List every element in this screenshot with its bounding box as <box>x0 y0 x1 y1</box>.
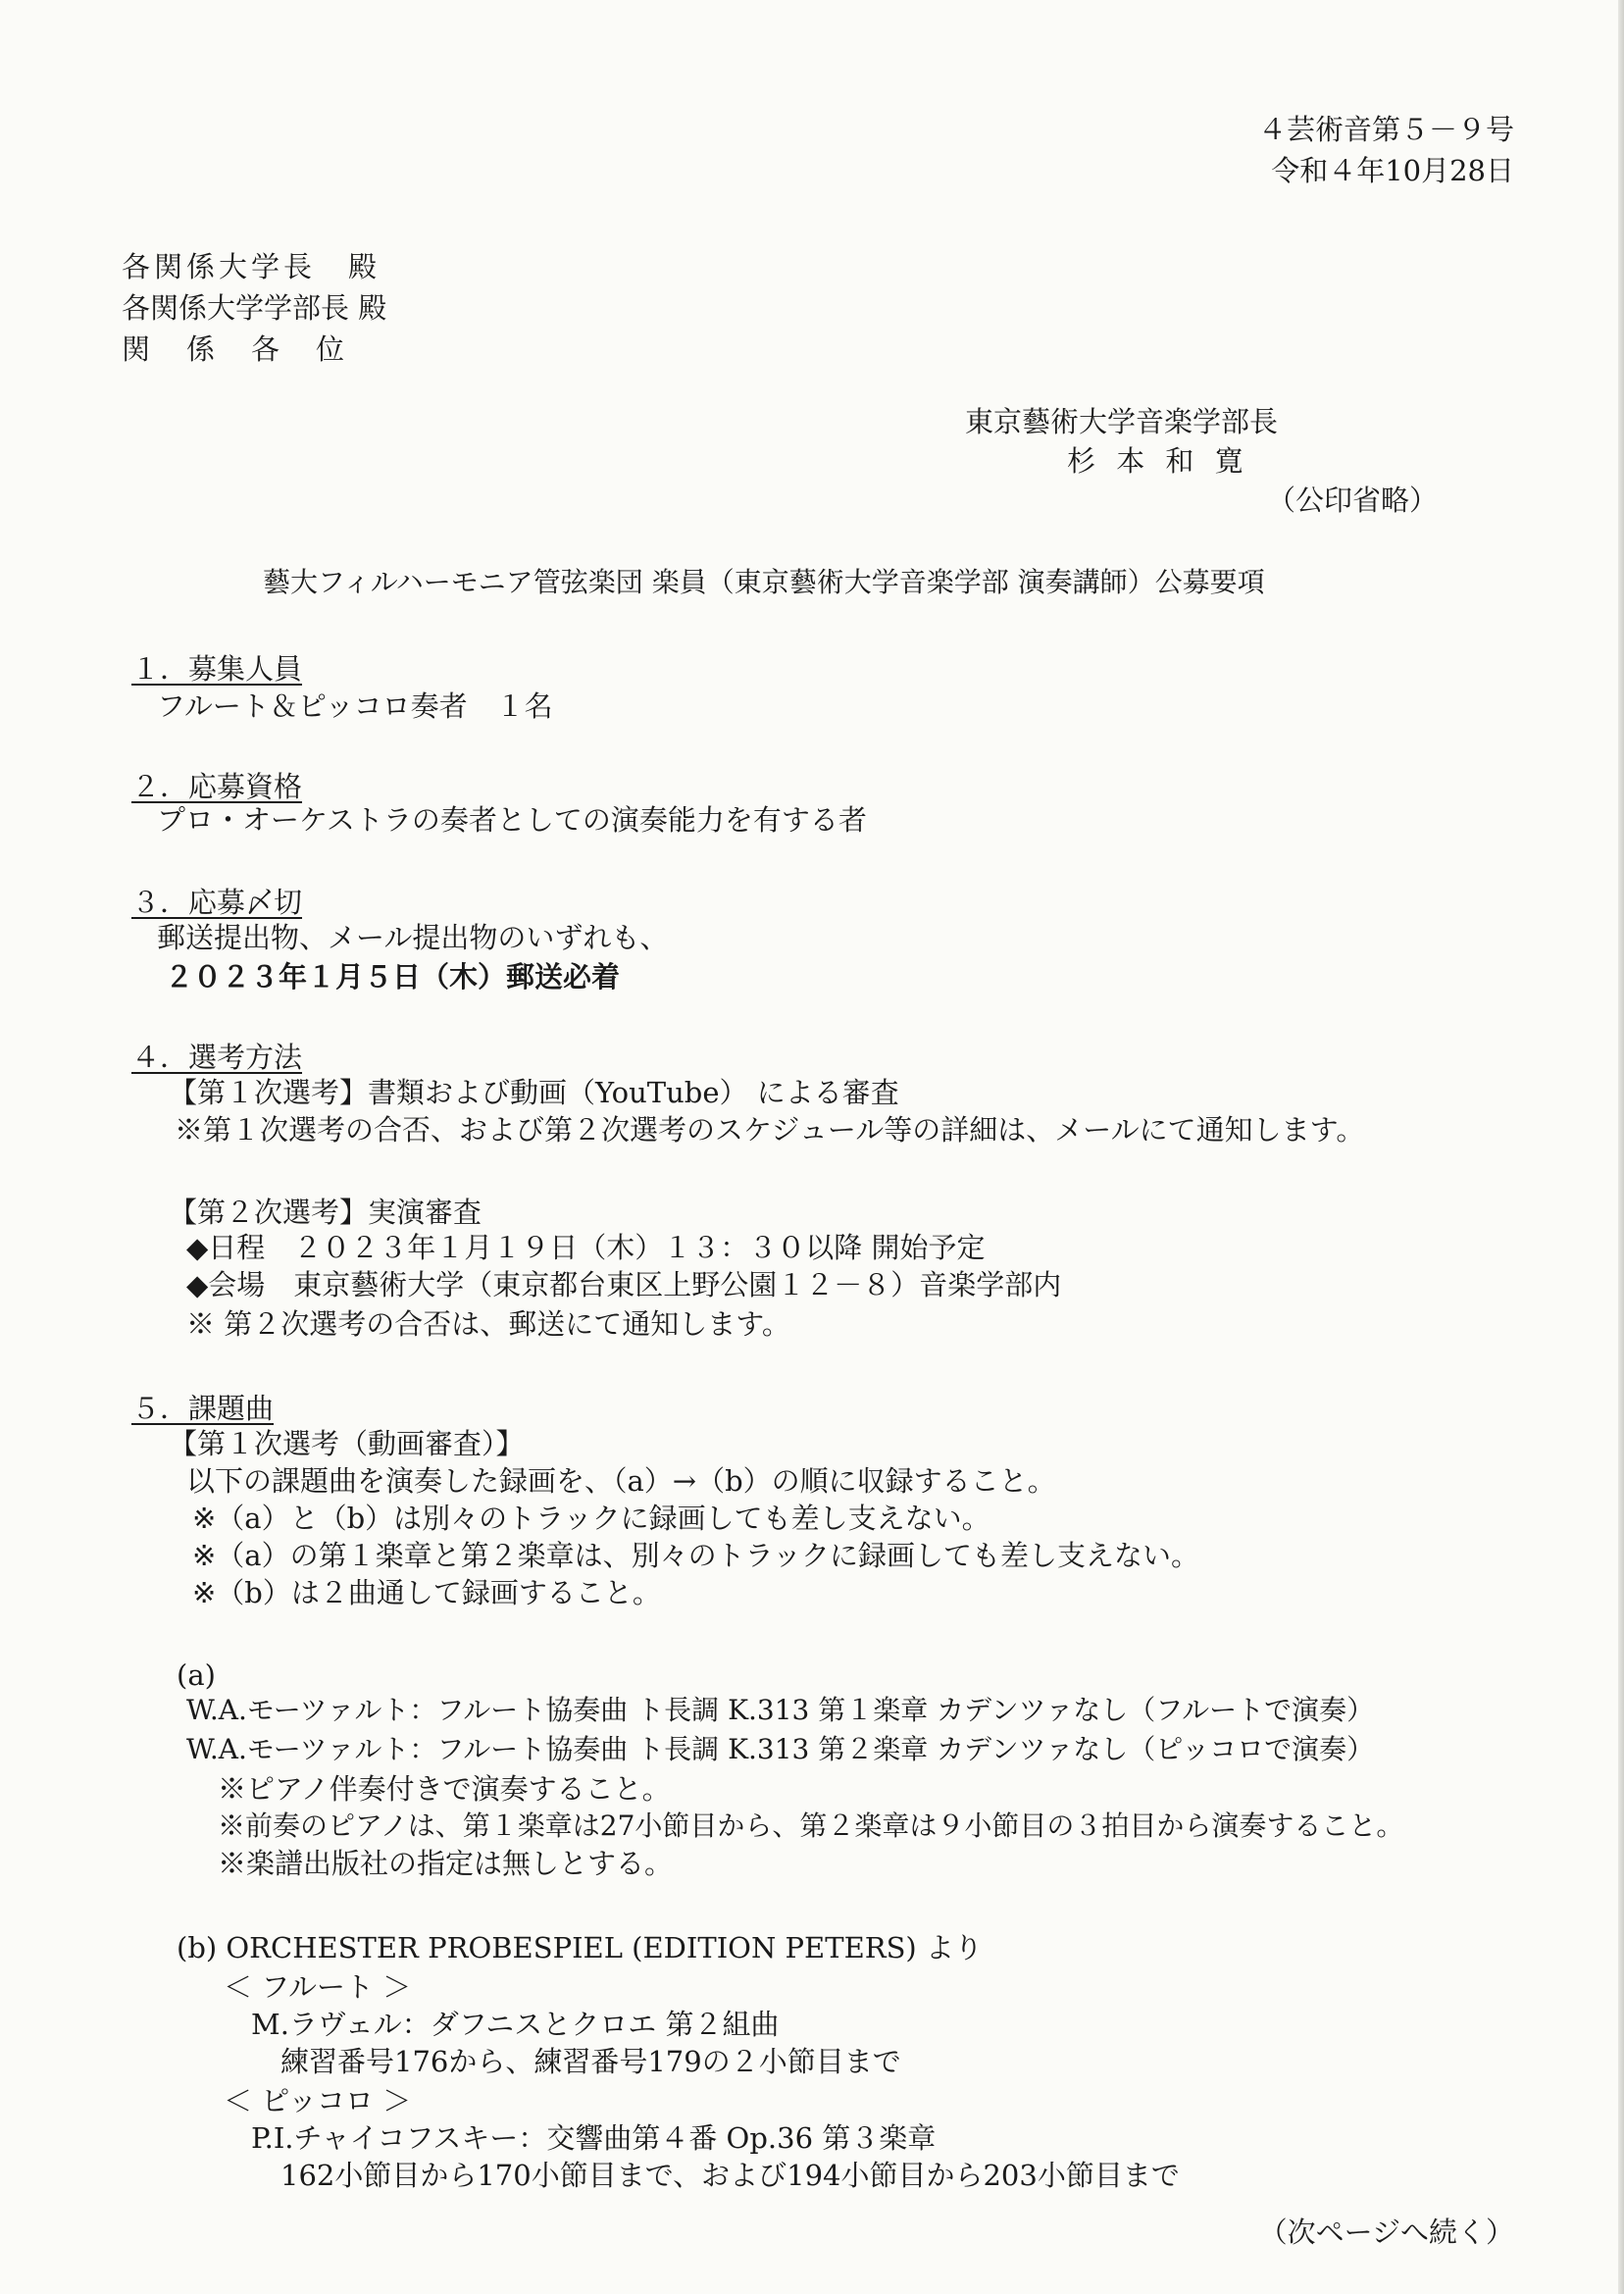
piece-a-note-2: ※前奏のピアノは、第１楽章は27小節目から、第２楽章は９小節目の３拍目から演奏すること。 <box>218 1810 1404 1842</box>
flute-piece: M.ラヴェル：ダフニスとクロエ 第２組曲 <box>251 2008 780 2041</box>
section-2-heading: ２．応募資格 <box>131 770 303 803</box>
section-5-line-1: 【第１次選考（動画審査）】 <box>169 1427 525 1460</box>
seal-note: （公印省略） <box>1267 484 1439 517</box>
continued-note: （次ページへ続く） <box>1258 2216 1514 2249</box>
section-5-line-3: ※（a）と（b）は別々のトラックに録画しても差し支えない。 <box>192 1502 990 1535</box>
section-5-heading: ５．課題曲 <box>131 1392 275 1425</box>
piece-a-line-1: W.A.モーツァルト：フルート協奏曲 ト長調 K.313 第１楽章 カデンツァなし（フルートで演奏） <box>186 1694 1375 1726</box>
piccolo-range: 162小節目から170小節目まで、および194小節目から203小節目まで <box>280 2159 1180 2192</box>
section-4-line-3: 【第２次選考】実演審査 <box>169 1196 482 1229</box>
piccolo-piece: P.I.チャイコフスキー：交響曲第４番 Op.36 第３楽章 <box>251 2121 937 2155</box>
section-5-line-2: 以下の課題曲を演奏した録画を、（a）→（b）の順に収録すること。 <box>186 1464 1056 1498</box>
section-4-line-4: ◆日程 ２０２３年１月１９日（木）１３：３０以降 開始予定 <box>186 1231 986 1264</box>
section-4-line-2: ※第１次選考の合否、および第２次選考のスケジュール等の詳細は、メールにて通知します。 <box>175 1113 1365 1147</box>
section-4-line-6: ※ 第２次選考の合否は、郵送にて通知します。 <box>186 1307 790 1341</box>
section-3-heading: ３．応募〆切 <box>131 886 303 919</box>
section-3-line-1: 郵送提出物、メール提出物のいずれも、 <box>157 921 669 954</box>
piece-a-note-1: ※ピアノ伴奏付きで演奏すること。 <box>218 1772 671 1806</box>
section-4-line-5: ◆会場 東京藝術大学（東京都台東区上野公園１２－８）音楽学部内 <box>186 1268 1062 1301</box>
section-1-heading: １．募集人員 <box>131 652 303 686</box>
sender-title: 東京藝術大学音楽学部長 <box>965 405 1279 438</box>
doc-date: 令和４年10月28日 <box>1271 154 1514 187</box>
sender-name: 杉 本 和 寛 <box>1067 444 1249 478</box>
flute-heading: ＜ フルート ＞ <box>224 1970 412 2004</box>
section-2-line: プロ・オーケストラの奏者としての演奏能力を有する者 <box>157 803 867 837</box>
document-title: 藝大フィルハーモニア管弦楽団 楽員（東京藝術大学音楽学部 演奏講師）公募要項 <box>263 566 1265 598</box>
recipient-3: 関 係 各 位 <box>122 332 349 366</box>
section-4-heading: ４．選考方法 <box>131 1041 303 1074</box>
recipient-1: 各関係大学長 殿 <box>122 250 381 283</box>
flute-range: 練習番号176から、練習番号179の２小節目まで <box>280 2045 901 2078</box>
section-5-line-5: ※（b）は２曲通して録画すること。 <box>192 1576 661 1609</box>
section-4-line-1: 【第１次選考】書類および動画（YouTube） による審査 <box>169 1076 899 1109</box>
scan-edge <box>1618 0 1624 2294</box>
section-5-line-4: ※（a）の第１楽章と第２楽章は、別々のトラックに録画しても差し支えない。 <box>192 1539 1200 1572</box>
piccolo-heading: ＜ ピッコロ ＞ <box>224 2084 412 2117</box>
piece-b-label: (b) ORCHESTER PROBESPIEL (EDITION PETERS) より <box>177 1931 983 1964</box>
section-3-deadline: ２０２３年１月５日（木）郵送必着 <box>165 960 621 994</box>
recipient-2: 各関係大学学部長 殿 <box>122 291 387 325</box>
doc-number: ４芸術音第５－９号 <box>1257 113 1514 146</box>
section-1-line: フルート＆ピッコロ奏者 １名 <box>157 689 553 723</box>
piece-a-note-3: ※楽譜出版社の指定は無しとする。 <box>218 1847 674 1880</box>
piece-a-line-2: W.A.モーツァルト：フルート協奏曲 ト長調 K.313 第２楽章 カデンツァなし（ピッコロで演奏） <box>186 1733 1375 1765</box>
piece-a-label: (a) <box>177 1658 216 1692</box>
